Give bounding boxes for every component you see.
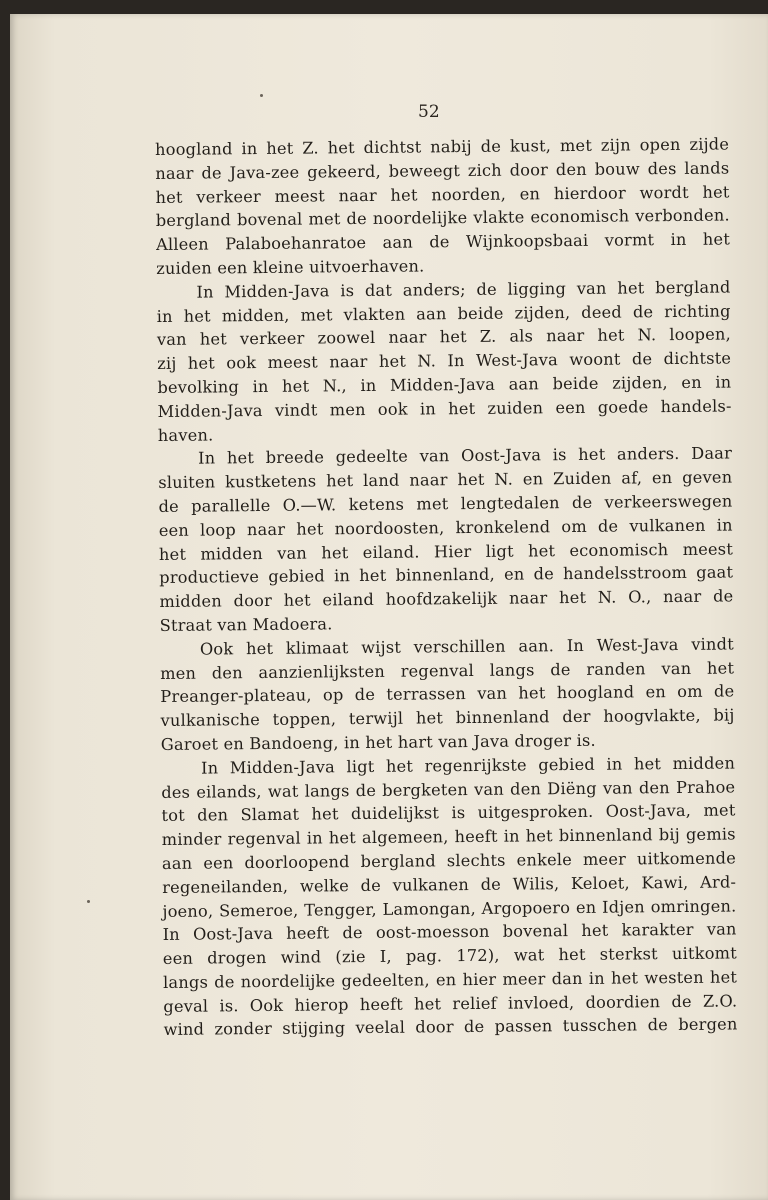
text-line: zij het ook meest naar het N. In West-Java woont de dichtste	[157, 348, 732, 374]
text-line: geval is. Ook hierop heeft het relief invloed, doordien de Z.O.	[163, 991, 738, 1016]
text-line: Straat van Madoera.	[159, 614, 333, 635]
text-line: Preanger-plateau, op de terrassen van het hoogland en om de	[160, 681, 735, 707]
text-line: Midden-Java vindt men ook in het zuiden een goede handels-	[157, 396, 732, 421]
text-line: de parallelle O.—W. ketens met lengtedalen de verkeerswegen	[158, 491, 733, 516]
text-line: regeneilanden, welke de vulkanen de Wilis, Keloet, Kawi, Ard-	[162, 872, 737, 897]
text-line: bevolking in het N., in Midden-Java aan beide zijden, en in	[157, 372, 732, 397]
text-line: des eilands, wat langs de bergketen van den Diëng van den Prahoe	[161, 776, 736, 802]
paragraph-start-line: Ook het klimaat wijst verschillen aan. In West-Java vindt	[199, 634, 734, 659]
text-line: tot den Slamat het duidelijkst is uitgesproken. Oost-Java, met	[161, 800, 736, 826]
text-line: men den aanzienlijksten regenval langs de randen van het	[160, 657, 735, 683]
text-line: sluiten kustketens het land naar het N. en Zuiden af, en geven	[158, 467, 733, 493]
text-line: midden door het eiland hoofdzakelijk naar het N. O., naar de	[159, 586, 734, 612]
text-line: Alleen Palaboehanratoe aan de Wijnkoopsbaai vormt in het	[155, 229, 731, 255]
text-line: wind zonder stijging veelal door de passen tusschen de bergen	[163, 1014, 738, 1040]
text-line: hoogland in het Z. het dichtst nabij de kust, met zijn open zijde	[155, 134, 730, 159]
text-line: vulkanische toppen, terwijl het binnenland der hoogvlakte, bij	[160, 705, 735, 731]
text-line: een drogen wind (zie I, pag. 172), wat het sterkst uitkomt	[162, 943, 737, 969]
text-line: Garoet en Bandoeng, in het hart van Java droger is.	[160, 730, 596, 754]
text-line: in het midden, met vlakten aan beide zijden, deed de richting	[156, 301, 731, 326]
text-line: van het verkeer zoowel naar het Z. als naar het N. loopen,	[156, 324, 732, 350]
text-line: productieve gebied in het binnenland, en de handelsstroom gaat	[159, 562, 734, 588]
paper-speck	[87, 900, 90, 903]
body-text	[155, 132, 738, 1042]
text-line: het verkeer meest naar het noorden, en hierdoor wordt het	[155, 182, 730, 207]
text-line: naar de Java-zee gekeerd, beweegt zich door den bouw des lands	[155, 158, 730, 183]
text-line: zuiden een kleine uitvoerhaven.	[156, 256, 425, 278]
text-line: aan een doorloopend bergland slechts enkele meer uitkomende	[161, 848, 737, 873]
paper-speck	[260, 94, 263, 97]
paragraph-start-line: In Midden-Java ligt het regenrijkste gebied in het midden	[200, 753, 736, 778]
paragraph-start-line: In het breede gedeelte van Oost-Java is het anders. Daar	[197, 443, 733, 468]
text-line: joeno, Semeroe, Tengger, Lamongan, Argopoero en Idjen omringen.	[162, 895, 737, 921]
paragraph-start-line: In Midden-Java is dat anders; de ligging van het bergland	[196, 277, 731, 302]
page-number: 52	[418, 102, 440, 122]
text-line: het midden van het eiland. Hier ligt het economisch meest	[158, 539, 734, 564]
text-line: een loop naar het noordoosten, kronkelend om de vulkanen in	[158, 515, 733, 540]
text-line: minder regenval in het algemeen, heeft in het binnenland bij gemis	[161, 824, 736, 850]
text-line: langs de noordelijke gedeelten, en hier meer dan in het westen het	[163, 967, 738, 992]
text-line: haven.	[157, 425, 214, 445]
text-line: bergland bovenal met de noordelijke vlakte economisch verbonden.	[155, 205, 730, 231]
text-line: In Oost-Java heeft de oost-moesson bovenal het karakter van	[162, 919, 737, 945]
